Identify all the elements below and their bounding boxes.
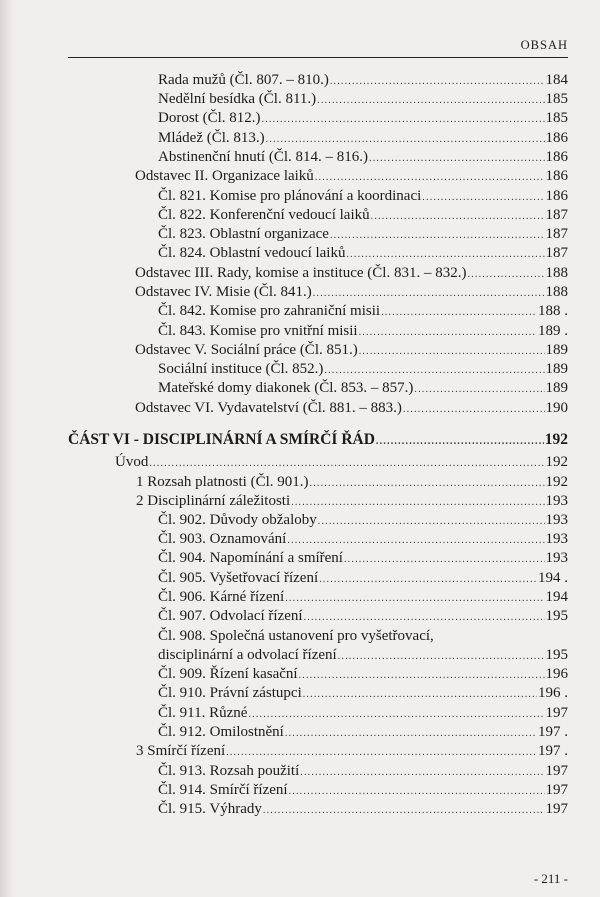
- toc-entry-page: 192: [544, 431, 568, 448]
- toc-entry-title: Čl. 902. Důvody obžaloby: [158, 512, 317, 528]
- dot-leader: [315, 168, 545, 187]
- toc-entry-title: Odstavec III. Rady, komise a instituce (Čl. 831. – 832.): [135, 265, 467, 281]
- toc-entry-title: Čl. 914. Smírčí řízení: [158, 782, 288, 798]
- toc-entry-page: 196: [545, 666, 568, 682]
- toc-entry-title: Čl. 909. Řízení kasační: [158, 666, 298, 682]
- dot-leader: [376, 432, 544, 451]
- dot-leader: [262, 110, 545, 129]
- toc-entry-title: disciplinární a odvolací řízení: [158, 647, 337, 663]
- toc-entry-title: Čl. 824. Oblastní vedoucí laiků: [158, 245, 346, 261]
- toc-entry-title: Čl. 907. Odvolací řízení: [158, 608, 303, 624]
- page-number: - 211 -: [533, 871, 568, 886]
- toc-entry-title: Odstavec V. Sociální práce (Čl. 851.): [135, 342, 358, 358]
- toc-entry: [136, 742, 568, 762]
- toc-entry-page: 193: [545, 493, 568, 509]
- dot-leader: [381, 303, 537, 322]
- running-header: OBSAH: [520, 38, 568, 52]
- toc-entry-title: Nedělní besídka (Čl. 811.): [158, 91, 317, 107]
- toc-entry: [158, 109, 568, 129]
- toc-entry-page: 189: [545, 380, 568, 396]
- toc-entry: [135, 341, 568, 361]
- dot-leader: [359, 342, 545, 361]
- toc-entry-title: Odstavec II. Organizace laiků: [135, 168, 314, 184]
- toc-entry: [158, 206, 568, 226]
- toc-entry-page: 189: [545, 342, 568, 358]
- toc-entry-page: 192: [545, 474, 568, 490]
- toc-entry-title: Čl. 905. Vyšetřovací řízení: [158, 570, 319, 586]
- dot-leader: [303, 685, 537, 704]
- dot-leader: [263, 801, 545, 820]
- toc-entry-title: Rada mužů (Čl. 807. – 810.): [158, 72, 329, 88]
- toc-entry-title: Odstavec IV. Misie (Čl. 841.): [135, 284, 312, 300]
- toc-entry-title: Dorost (Čl. 812.): [158, 110, 261, 126]
- dot-leader: [414, 380, 544, 399]
- toc-entry-page: 193: [545, 512, 568, 528]
- toc-entry-title: ČÁST VI - DISCIPLINÁRNÍ A SMÍRČÍ ŘÁD: [68, 431, 375, 448]
- toc-entry-page: 186: [545, 188, 568, 204]
- toc-entry-page: 196 .: [538, 685, 568, 701]
- toc-entry: [158, 187, 568, 207]
- toc-entry: [135, 399, 568, 419]
- dot-leader: [313, 284, 545, 303]
- toc-entry-page: 189 .: [538, 323, 568, 339]
- toc-entry: [158, 225, 568, 245]
- dot-leader: [330, 72, 545, 91]
- toc-entry-page: 197: [545, 801, 568, 817]
- toc-entry: [158, 762, 568, 782]
- dot-leader: [369, 149, 545, 168]
- dot-leader: [346, 245, 544, 264]
- toc-entry-page: 197: [545, 763, 568, 779]
- dot-leader: [226, 743, 537, 762]
- toc-entry: [158, 549, 568, 569]
- toc-entry-page: 188 .: [538, 303, 568, 319]
- toc-entry-title: Čl. 822. Konferenční vedoucí laiků: [158, 207, 370, 223]
- toc-entry: [158, 569, 568, 589]
- dot-leader: [338, 647, 545, 666]
- toc-entry: [158, 148, 568, 168]
- toc-entry: [158, 511, 568, 531]
- toc-entry-page: 188: [545, 265, 568, 281]
- toc-entry: [158, 322, 568, 342]
- toc-entry-page: 189: [545, 361, 568, 377]
- toc-entry-page: 194: [545, 589, 568, 605]
- toc-entry-page: 193: [545, 550, 568, 566]
- toc-entry-page: 195: [545, 647, 568, 663]
- toc-entry-page: 197: [545, 782, 568, 798]
- dot-leader: [287, 531, 544, 550]
- dot-leader: [304, 608, 545, 627]
- dot-leader: [422, 188, 544, 207]
- toc-entry: [135, 167, 568, 187]
- dot-leader: [359, 323, 537, 342]
- toc-entry-page: 188: [545, 284, 568, 300]
- dot-leader: [291, 493, 544, 512]
- dot-leader: [319, 570, 537, 589]
- toc-entry: [135, 283, 568, 303]
- toc-entry: [158, 781, 568, 801]
- toc-entry-title: 1 Rozsah platnosti (Čl. 901.): [136, 474, 309, 490]
- dot-leader: [248, 705, 544, 724]
- toc-entry: [136, 473, 568, 493]
- toc-entry-page: 190: [545, 400, 568, 416]
- toc-entry: [158, 90, 568, 110]
- toc-entry-page: 187: [545, 207, 568, 223]
- toc-entry-title: Čl. 842. Komise pro zahraniční misii: [158, 303, 381, 319]
- toc-entry: [158, 129, 568, 149]
- toc-entry-page: 187: [545, 226, 568, 242]
- toc-entry-page: 192: [545, 454, 568, 470]
- toc-entry-page: 184: [545, 72, 568, 88]
- toc-entry: [135, 264, 568, 284]
- toc-entry-title: Čl. 910. Právní zástupci: [158, 685, 302, 701]
- toc-entry: [158, 704, 568, 724]
- toc-entry: [158, 607, 568, 627]
- toc-entry: [158, 530, 568, 550]
- toc-entry-title: Čl. 904. Napomínání a smíření: [158, 550, 343, 566]
- toc-entry-title: Čl. 911. Různé: [158, 705, 248, 721]
- toc-entry: [158, 588, 568, 608]
- dot-leader: [285, 589, 544, 608]
- toc-entry-page: 186: [545, 149, 568, 165]
- toc-entry-page: 193: [545, 531, 568, 547]
- toc-entry: [158, 244, 568, 264]
- toc-entry: [158, 646, 568, 666]
- toc-entry-page: 186: [545, 168, 568, 184]
- toc-entry-page: 185: [545, 91, 568, 107]
- dot-leader: [324, 361, 544, 380]
- dot-leader: [149, 454, 544, 473]
- toc-entry-title: Mládež (Čl. 813.): [158, 130, 265, 146]
- toc-entry-title: Čl. 908. Společná ustanovení pro vyšetřovací,: [158, 628, 434, 644]
- toc-entry: [158, 723, 568, 743]
- toc-entry-page: 185: [545, 110, 568, 126]
- toc-entry: [68, 430, 568, 451]
- dot-leader: [285, 724, 537, 743]
- dot-leader: [266, 130, 545, 149]
- toc-entry: [158, 379, 568, 399]
- toc-entry-title: Čl. 912. Omilostnění: [158, 724, 284, 740]
- toc-entry-title: Úvod: [115, 454, 149, 470]
- toc-entry-title: Čl. 906. Kárné řízení: [158, 589, 285, 605]
- toc-entry-title: Sociální instituce (Čl. 852.): [158, 361, 324, 377]
- dot-leader: [310, 474, 545, 493]
- toc-entry-title: Čl. 821. Komise pro plánování a koordinaci: [158, 188, 422, 204]
- toc-entry-page: 197: [545, 705, 568, 721]
- dot-leader: [403, 400, 545, 419]
- dot-leader: [344, 550, 545, 569]
- toc-entry-page: 197 .: [538, 724, 568, 740]
- dot-leader: [317, 91, 544, 110]
- toc-entry-page: 197 .: [538, 743, 568, 759]
- dot-leader: [330, 226, 545, 245]
- toc-entry-page: 194 .: [538, 570, 568, 586]
- toc-entry-title: Čl. 903. Oznamování: [158, 531, 287, 547]
- toc-entry: [158, 627, 568, 647]
- dot-leader: [289, 782, 545, 801]
- toc-entry-title: 3 Smírčí řízení: [136, 743, 226, 759]
- toc-entry: [158, 302, 568, 322]
- dot-leader: [467, 265, 544, 284]
- toc-entry-title: Čl. 913. Rozsah použití: [158, 763, 300, 779]
- toc-entry-page: 187: [545, 245, 568, 261]
- toc-entry: [115, 453, 568, 473]
- toc-entry-title: 2 Disciplinární záležitosti: [136, 493, 291, 509]
- toc-entry: [158, 71, 568, 91]
- toc-entry-title: Čl. 915. Výhrady: [158, 801, 262, 817]
- toc-entry: [158, 665, 568, 685]
- dot-leader: [300, 763, 544, 782]
- toc-entry-page: 186: [545, 130, 568, 146]
- dot-leader: [371, 207, 545, 226]
- toc-entry-title: Čl. 823. Oblastní organizace: [158, 226, 329, 242]
- toc-entry-title: Mateřské domy diakonek (Čl. 853. – 857.): [158, 380, 414, 396]
- toc-entry-page: 195: [545, 608, 568, 624]
- toc-entry: [158, 684, 568, 704]
- toc-entry-title: Čl. 843. Komise pro vnitřní misii: [158, 323, 358, 339]
- dot-leader: [318, 512, 545, 531]
- toc-entry: [158, 360, 568, 380]
- toc-entry: [136, 492, 568, 512]
- dot-leader: [299, 666, 545, 685]
- toc-entry-title: Abstinenční hnutí (Čl. 814. – 816.): [158, 149, 368, 165]
- toc-entry: [158, 800, 568, 820]
- toc-entry-title: Odstavec VI. Vydavatelství (Čl. 881. – 883.): [135, 400, 402, 416]
